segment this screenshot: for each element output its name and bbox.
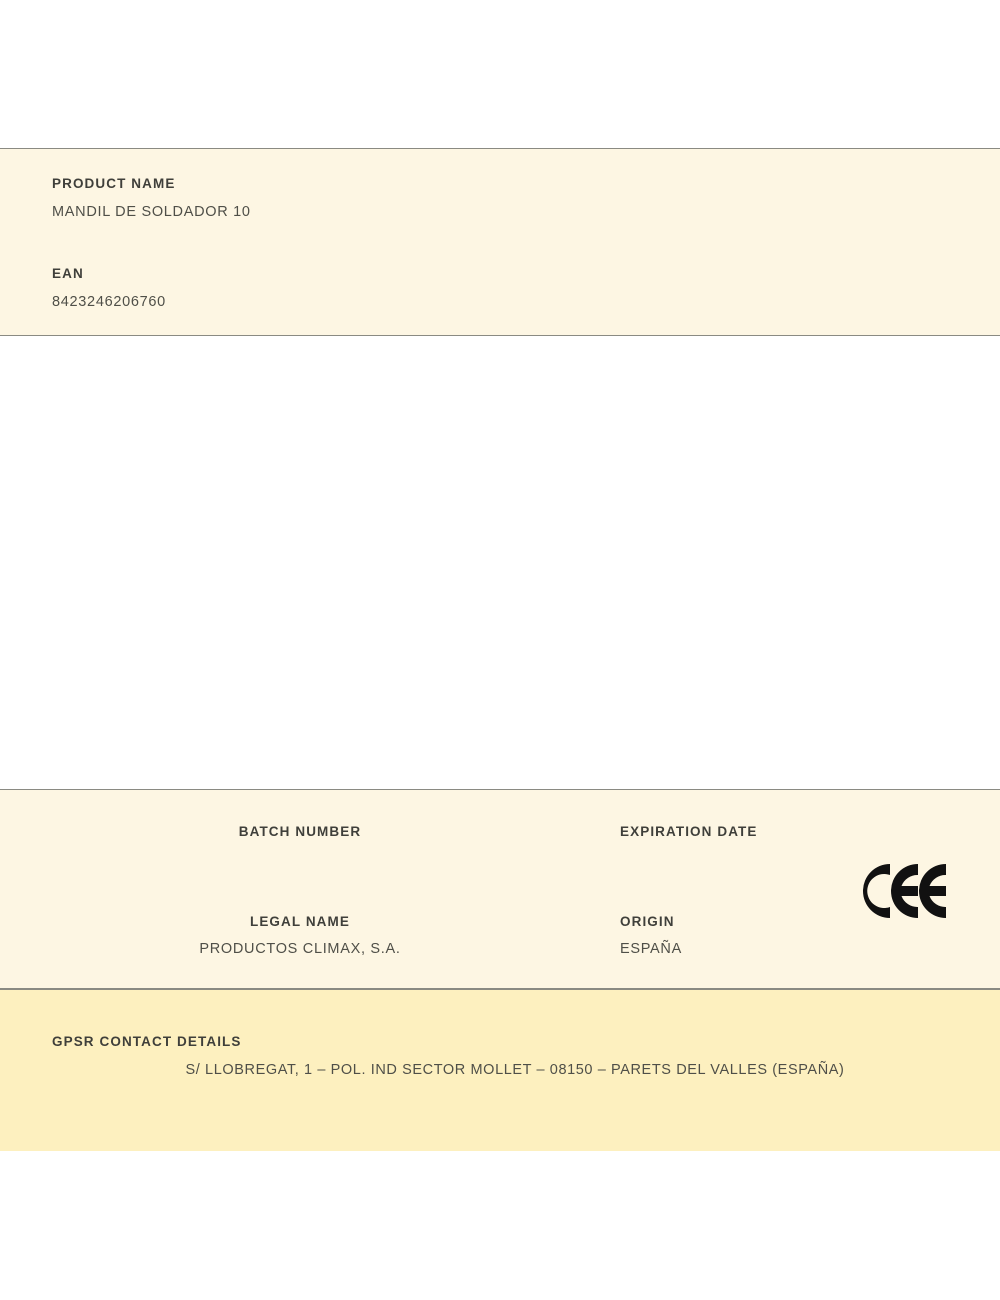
- gpsr-contact-section: [0, 989, 1000, 1151]
- origin-field: [620, 914, 880, 957]
- ce-mark-icon: [854, 860, 946, 922]
- ean-field: [52, 266, 166, 310]
- legal-name-value: PRODUCTOS CLIMAX, S.A.: [199, 941, 401, 957]
- origin-label: ORIGIN: [620, 914, 675, 929]
- expiration-date-label: EXPIRATION DATE: [620, 824, 758, 839]
- gpsr-contact-label: GPSR CONTACT DETAILS: [52, 1034, 242, 1049]
- product-name-label: PRODUCT NAME: [52, 176, 176, 191]
- product-identification-section: [0, 148, 1000, 336]
- ean-value: 8423246206760: [52, 294, 166, 310]
- legal-name-label: LEGAL NAME: [249, 914, 350, 929]
- batch-number-label: BATCH NUMBER: [238, 824, 362, 839]
- traceability-section: [0, 789, 1000, 989]
- gpsr-contact-value: S/ LLOBREGAT, 1 – POL. IND SECTOR MOLLET – 08150 – PARETS DEL VALLES (ESPAÑA): [185, 1062, 845, 1078]
- product-name-field: [52, 176, 251, 220]
- legal-name-field: [140, 914, 460, 957]
- batch-number-field: [140, 824, 460, 851]
- origin-value: ESPAÑA: [620, 941, 682, 957]
- product-name-value: MANDIL DE SOLDADOR 10: [52, 204, 251, 220]
- ean-label: EAN: [52, 266, 84, 281]
- blank-content-area: [0, 336, 1000, 789]
- expiration-date-field: [620, 824, 880, 851]
